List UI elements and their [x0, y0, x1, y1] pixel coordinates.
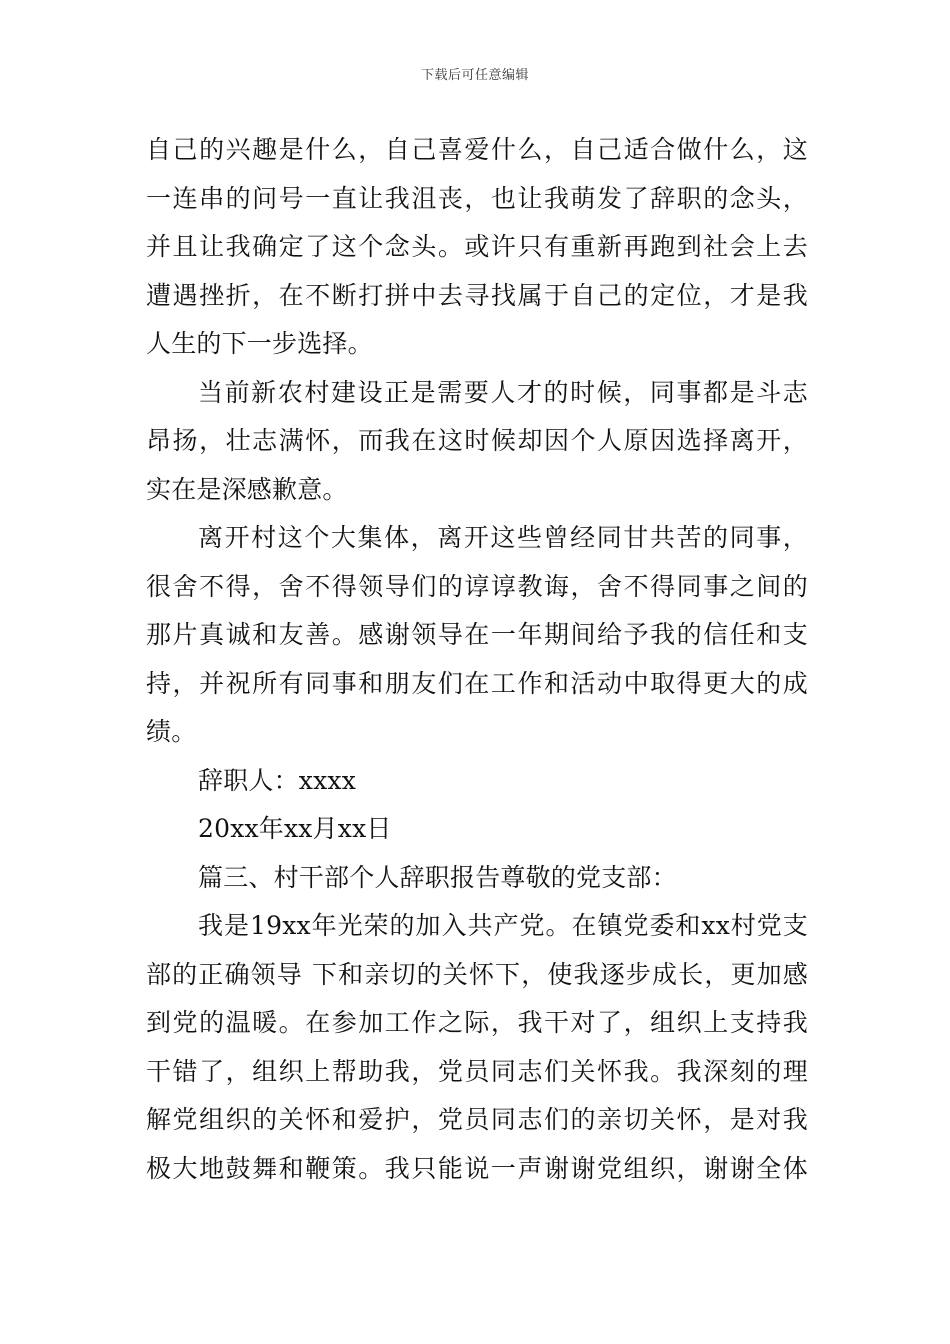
text-line: 持，并祝所有同事和朋友们在工作和活动中取得更大的成 — [146, 668, 808, 698]
text-line: 到党的温暖。在参加工作之际，我干对了，组织上支持我 — [146, 1008, 808, 1037]
text-line: 干错了，组织上帮助我，党员同志们关怀我。我深刻的理 — [146, 1056, 808, 1086]
text-line: 遭遇挫折，在不断打拼中去寻找属于自己的定位，才是我 — [146, 280, 808, 310]
text-line: 极大地鼓舞和鞭策。我只能说一声谢谢党组织，谢谢全体 — [146, 1153, 808, 1183]
date-line: 20xx年xx月xx日 — [198, 814, 392, 843]
document-body — [146, 126, 808, 1193]
text-line: 人生的下一步选择。 — [146, 329, 373, 358]
text-line: 部的正确领导 下和亲切的关怀下，使我逐步成长，更加感 — [146, 959, 808, 989]
text-line: 我是19xx年光荣的加入共产党。在镇党委和xx村党支 — [198, 911, 808, 940]
text-line: 绩。 — [146, 717, 197, 746]
text-line: 并且让我确定了这个念头。或许只有重新再跑到社会上去 — [146, 232, 808, 261]
text-line: 实在是深感歉意。 — [146, 474, 348, 504]
text-line: 很舍不得，舍不得领导们的谆谆教诲，舍不得同事之间的 — [146, 571, 808, 601]
text-line: 离开村这个大集体，离开这些曾经同甘共苦的同事， — [198, 523, 808, 552]
text-line: 自己的兴趣是什么，自己喜爱什么，自己适合做什么，这 — [146, 135, 808, 164]
text-line: 一连串的问号一直让我沮丧，也让我萌发了辞职的念头， — [146, 183, 808, 213]
signature-line: 辞职人：xxxx — [198, 765, 356, 795]
text-line: 昂扬，壮志满怀，而我在这时候却因个人原因选择离开， — [146, 426, 808, 455]
header-note: 下载后可任意编辑 — [420, 68, 529, 83]
text-line: 当前新农村建设正是需要人才的时候，同事都是斗志 — [198, 377, 808, 407]
text-line: 那片真诚和友善。感谢领导在一年期间给予我的信任和支 — [146, 620, 808, 649]
section-heading: 篇三、村干部个人辞职报告尊敬的党支部： — [198, 862, 677, 892]
text-line: 解党组织的关怀和爱护，党员同志们的亲切关怀，是对我 — [146, 1105, 808, 1134]
